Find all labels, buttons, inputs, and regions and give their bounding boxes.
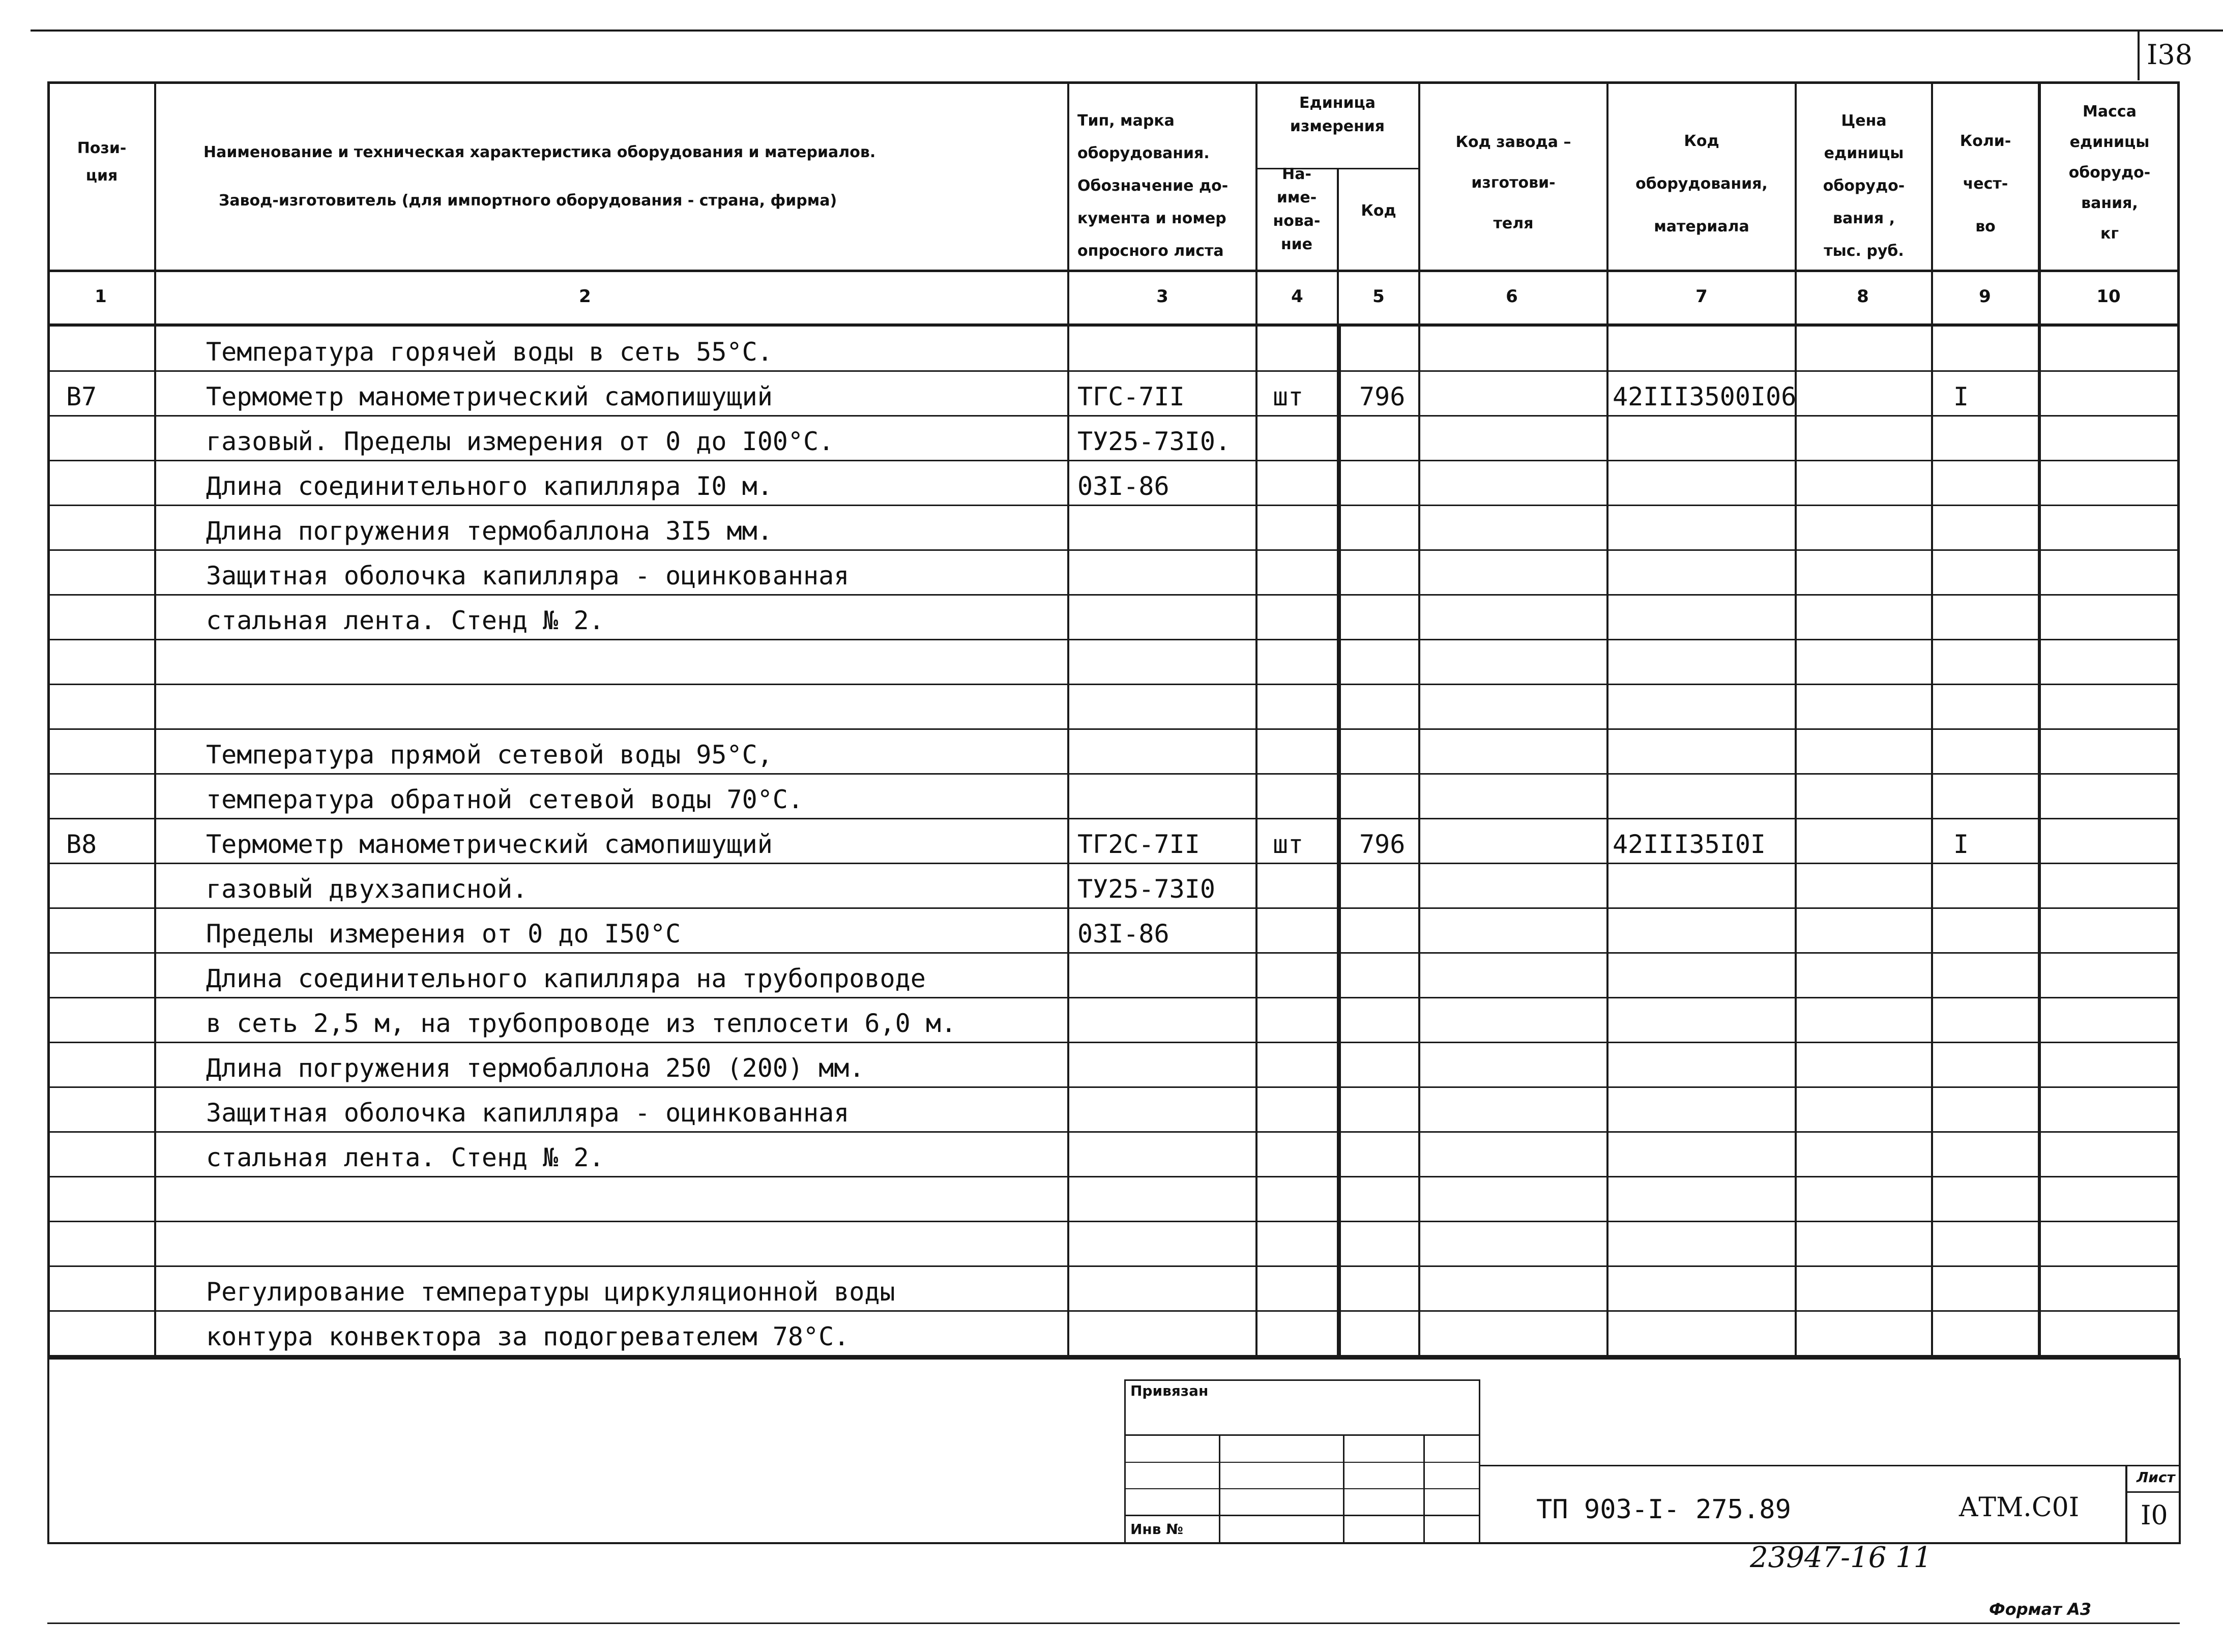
table-cell-name: Термометр манометрический самопишущий (206, 382, 773, 411)
column-number: 5 (1372, 286, 1385, 307)
table-cell-name: стальная лента. Стенд № 2. (206, 606, 604, 635)
row-divider (47, 1310, 2180, 1312)
table-cell-name: Длина соединительного капилляра на трубопроводе (206, 964, 926, 993)
table-cell-name: Температура горячей воды в сеть 55°С. (206, 337, 773, 367)
row-divider (47, 505, 2180, 506)
attached-label: Привязан (1130, 1382, 1209, 1399)
table-cell-name: газовый двухзаписной. (206, 874, 528, 904)
row-divider (47, 863, 2180, 864)
column-number: 4 (1291, 286, 1303, 307)
table-cell-name: контура конвектора за подогревателем 78°С. (206, 1322, 850, 1351)
handwritten-number: 23947-16 11 (1750, 1541, 1932, 1574)
header-unit-code: Код (1361, 202, 1396, 220)
col-divider (1255, 81, 1257, 1358)
sheet-code: АТМ.С0I (1958, 1492, 2080, 1523)
table-cell-name: газовый. Пределы измерения от 0 до I00°С. (206, 427, 834, 456)
table-cell-name: Защитная оболочка капилляра - оцинкованная (206, 1098, 850, 1128)
table-cell-name: в сеть 2,5 м, на трубопроводе из теплосети 6,0 м. (206, 1009, 957, 1038)
row-divider (47, 1086, 2180, 1088)
header-factory-code: Код завода – изготови- теля (1455, 133, 1571, 232)
row-divider (47, 1176, 2180, 1177)
row-divider (47, 907, 2180, 909)
header-unit-name: На- име- нова- ние (1273, 165, 1321, 253)
row-divider (47, 639, 2180, 640)
table-cell-name: Длина погружения термобаллона 3I5 мм. (206, 516, 773, 546)
table-cell-type: ТГС-7II (1077, 382, 1185, 411)
row-divider (47, 773, 2180, 775)
header-position: Пози- ция (77, 139, 127, 185)
header-unit-group: Единица измерения (1290, 94, 1385, 135)
table-cell-type: 03I-86 (1077, 919, 1169, 949)
table-cell-name: стальная лента. Стенд № 2. (206, 1143, 604, 1172)
column-number: 6 (1506, 286, 1518, 307)
table-cell-type: ТУ25-73I0. (1077, 427, 1231, 456)
table-cell-name: Длина соединительного капилляра I0 м. (206, 471, 773, 501)
header-equipment-code: Код оборудования, материала (1635, 132, 1768, 235)
row-divider (47, 728, 2180, 730)
row-divider (47, 549, 2180, 551)
row-divider (47, 415, 2180, 417)
inventory-label: Инв № (1130, 1521, 1183, 1538)
column-number: 9 (1979, 286, 1991, 307)
table-cell-name: Температура прямой сетевой воды 95°С, (206, 740, 773, 770)
row-divider (47, 1355, 2180, 1356)
sheet-number: I38 (2147, 39, 2193, 71)
row-divider (47, 594, 2180, 596)
table-cell-eq_code: 42III35I0I (1613, 830, 1766, 859)
table-cell-type: ТУ25-73I0 (1077, 874, 1215, 904)
column-number: 1 (95, 286, 107, 307)
table-cell-pos: В7 (66, 382, 97, 411)
table-cell-type: 03I-86 (1077, 471, 1169, 501)
row-divider (47, 460, 2180, 461)
table-cell-type: ТГ2С-7II (1077, 830, 1200, 859)
column-number: 8 (1857, 286, 1869, 307)
header-mass: Масса единицы оборудо- вания, кг (2068, 103, 2151, 243)
document-code: ТП 903-I- 275.89 (1536, 1494, 1791, 1525)
table-cell-code: 796 (1359, 830, 1406, 859)
row-divider (47, 952, 2180, 954)
table-cell-name: Защитная оболочка капилляра - оцинкованная (206, 561, 850, 591)
header-price: Цена единицы оборудо- вания , тыс. руб. (1823, 112, 1905, 260)
row-divider (47, 818, 2180, 819)
row-divider (47, 1042, 2180, 1043)
col-divider (154, 81, 156, 1358)
list-label: Лист (2137, 1469, 2175, 1486)
table-cell-code: 796 (1359, 382, 1406, 411)
list-number: I0 (2141, 1500, 2168, 1531)
table-cell-name: Пределы измерения от 0 до I50°С (206, 919, 681, 949)
table-cell-qty: I (1953, 382, 1969, 411)
table-cell-eq_code: 42III3500I06 (1613, 382, 1797, 411)
table-cell-name: температура обратной сетевой воды 70°С. (206, 785, 803, 814)
header-name: Наименование и техническая характеристика оборудования и материалов. Завод-изготовитель (для импортного оборудования - страна, фирма) (203, 143, 876, 210)
col-divider (1067, 81, 1069, 1358)
header-quantity: Коли- чест- во (1959, 132, 2011, 235)
table-cell-unit: шт (1273, 382, 1304, 411)
column-number: 7 (1695, 286, 1708, 307)
row-divider (47, 1265, 2180, 1267)
row-divider (47, 1221, 2180, 1222)
row-divider (47, 370, 2180, 372)
row-divider (47, 684, 2180, 685)
column-number: 3 (1156, 286, 1168, 307)
row-divider (47, 1131, 2180, 1133)
format-label: Формат А3 (1989, 1600, 2092, 1619)
row-divider (47, 997, 2180, 998)
column-number: 2 (579, 286, 591, 307)
header-type: Тип, марка оборудования. Обозначение до- кумента и номер опросного листа (1077, 112, 1228, 260)
table-cell-unit: шт (1273, 830, 1304, 859)
column-number: 10 (2096, 286, 2121, 307)
table-cell-name: Регулирование температуры циркуляционной воды (206, 1277, 895, 1307)
table-cell-name: Термометр манометрический самопишущий (206, 830, 773, 859)
table-cell-pos: В8 (66, 830, 97, 859)
table-cell-name: Длина погружения термобаллона 250 (200) мм. (206, 1053, 865, 1083)
table-cell-qty: I (1953, 830, 1969, 859)
